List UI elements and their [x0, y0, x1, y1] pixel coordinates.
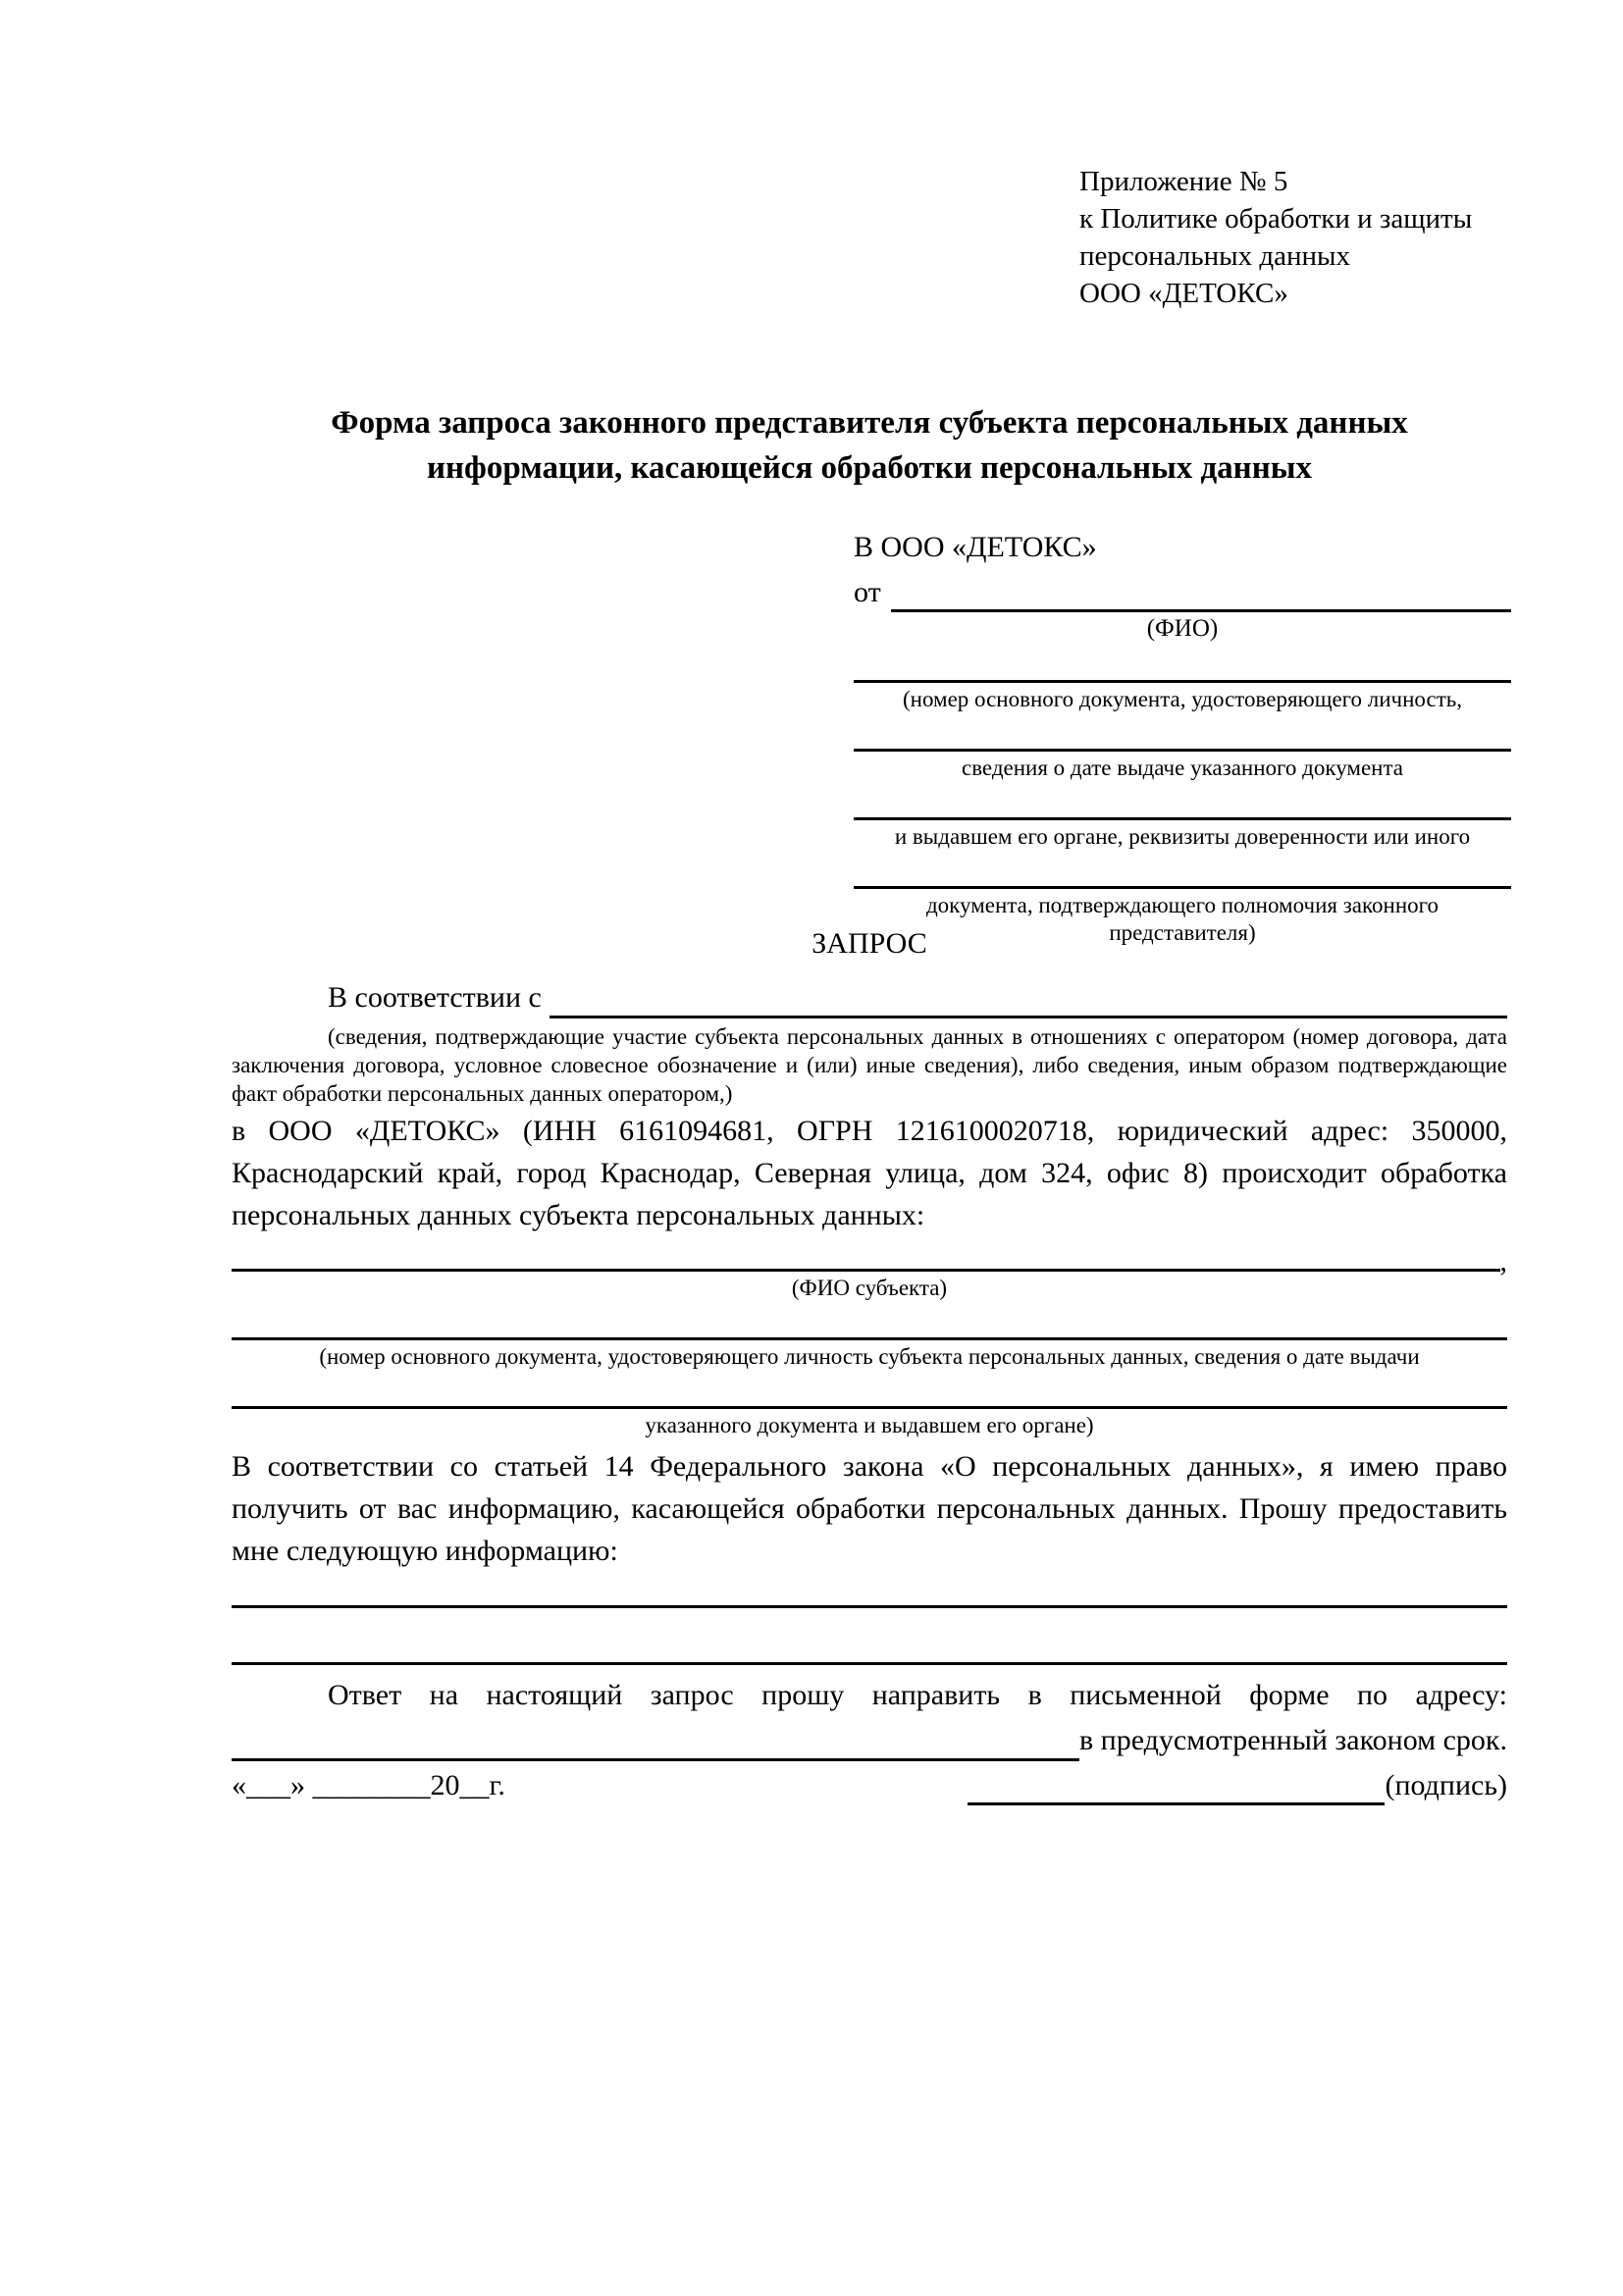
- signature-block: [968, 1766, 1507, 1805]
- subject-fio-line: [232, 1269, 1500, 1272]
- intro-fill-line: [550, 982, 1507, 1018]
- signature-line: [968, 1769, 1385, 1805]
- header-line-policy: к Политике обработки и защиты: [1079, 203, 1473, 235]
- subject-fio-caption: (ФИО субъекта): [791, 1276, 948, 1300]
- doc-line-caption-2: сведения о дате выдаче указанного документа: [961, 756, 1404, 780]
- document-footer: [232, 1766, 1507, 1805]
- representative-doc-line-2: [854, 749, 1511, 752]
- representative-doc-line-3: [854, 817, 1511, 820]
- from-label: от: [854, 576, 881, 608]
- header-line-company: ООО «ДЕТОКС»: [1079, 278, 1288, 309]
- reply-paragraph: Ответ на настоящий запрос прошу направить в письменной форме по адресу:: [328, 1679, 1507, 1711]
- request-body: [232, 922, 1507, 1761]
- request-heading: ЗАПРОС: [812, 927, 927, 960]
- operator-paragraph: в ООО «ДЕТОКС» (ИНН 6161094681, ОГРН 1216100020718, юридический адрес: 350000, Краснодарский край, город Краснодар, Северная улица, дом 324, офис 8) происходит обработка персональных данных субъекта персональных данных:: [232, 1115, 1507, 1231]
- law-paragraph: В соответствии со статьей 14 Федерального закона «О персональных данных», я имею право получить от вас информацию, касающейся обработки персональных данных. Прошу предоставить мне следующую информацию:: [232, 1450, 1507, 1567]
- representative-fio-line: [891, 576, 1511, 612]
- subject-fio-row: [232, 1245, 1507, 1278]
- info-blank-line-1: [232, 1605, 1507, 1608]
- info-blank-line-2: [232, 1662, 1507, 1665]
- header-line-personal-data: персональных данных: [1079, 240, 1351, 272]
- signature-caption: (подпись): [1385, 1769, 1507, 1801]
- subject-doc-line-1: [232, 1337, 1507, 1340]
- subject-comma: ,: [1499, 1245, 1507, 1278]
- reply-tail: в предусмотренный законом срок.: [1079, 1724, 1507, 1756]
- doc-line-caption-1: (номер основного документа, удостоверяющего личность,: [902, 687, 1462, 711]
- doc-line-caption-3: и выдавшем его органе, реквизиты доверенности или иного: [894, 824, 1471, 849]
- page-title: Форма запроса законного представителя субъекта персональных данных информации, касающейся обработки персональных данных: [331, 405, 1408, 486]
- addressee-to: В ООО «ДЕТОКС»: [854, 531, 1097, 563]
- reply-address-line: [232, 1725, 1079, 1761]
- addressee-block: [854, 528, 1511, 947]
- fine-print-note: (сведения, подтверждающие участие субъекта персональных данных в отношениях с оператором (номер договора, дата заключения договора, условное словесное обозначение и (или) иные сведения), либо сведения, иным образом подтверждающие факт обработки персональных данных оператором,): [232, 1024, 1507, 1106]
- from-row: [854, 573, 1511, 612]
- date-line: «___» ________20__г.: [232, 1769, 505, 1801]
- representative-doc-line-4: [854, 886, 1511, 889]
- representative-doc-line-1: [854, 680, 1511, 683]
- intro-lead: В соответствии с: [328, 981, 542, 1014]
- fio-caption: (ФИО): [1146, 615, 1219, 642]
- subject-doc-caption-2: указанного документа и выдавшем его органе): [645, 1413, 1094, 1437]
- document-header: [1079, 163, 1531, 312]
- intro-row: [232, 976, 1507, 1018]
- doc-line-caption-4: документа, подтверждающего полномочия законного представителя): [925, 893, 1439, 945]
- subject-doc-caption-1: (номер основного документа, удостоверяющего личность субъекта персональных данных, сведения о дате выдачи: [319, 1344, 1420, 1369]
- subject-doc-line-2: [232, 1406, 1507, 1409]
- reply-address-row: [232, 1716, 1507, 1761]
- header-line-appendix: Приложение № 5: [1079, 166, 1288, 197]
